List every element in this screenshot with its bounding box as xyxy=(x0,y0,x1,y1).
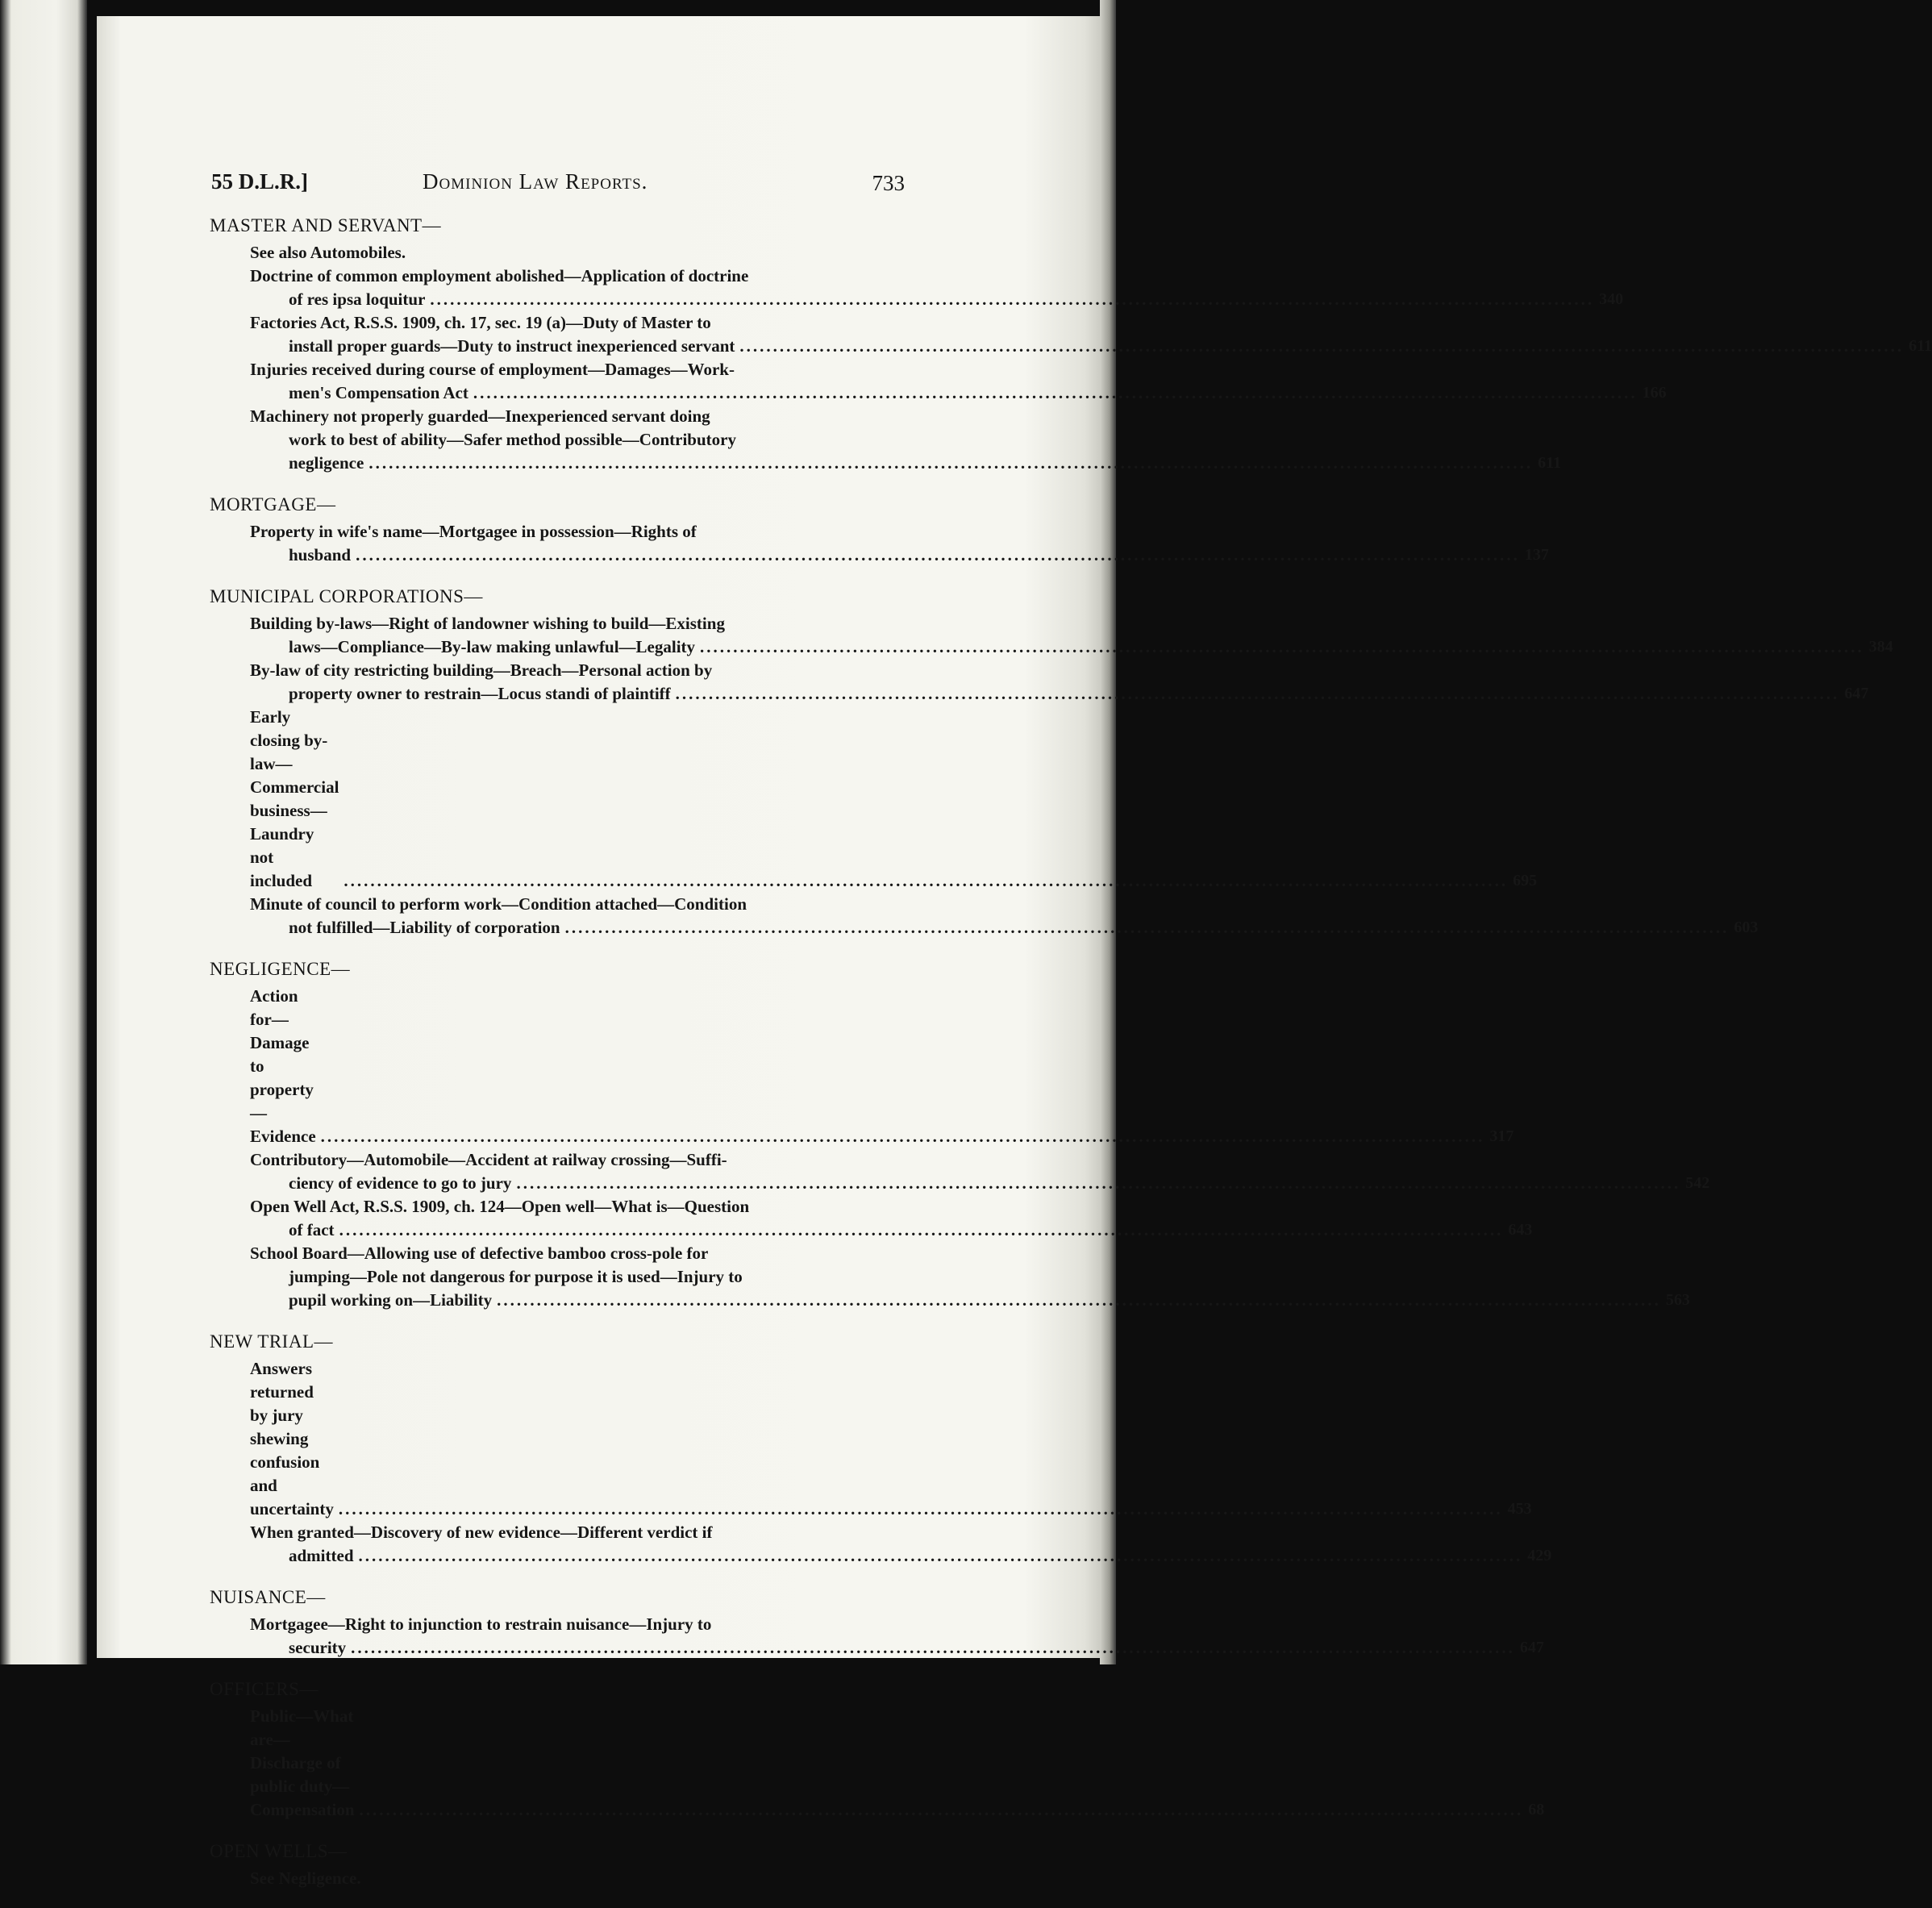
index-section xyxy=(185,585,1893,939)
dot-leader xyxy=(516,1172,1680,1195)
dot-leader xyxy=(497,1289,1661,1312)
section-heading: NEW TRIAL— xyxy=(210,1331,333,1352)
entry-page-number: 317 xyxy=(1489,1127,1514,1145)
volume-reference: 55 D.L.R.] xyxy=(211,169,308,194)
index-section xyxy=(185,493,1549,567)
entry-text-continued: of res ipsa loquitur xyxy=(289,290,426,309)
index-entry xyxy=(185,706,1538,893)
index-entry xyxy=(185,612,1893,659)
section-heading: NUISANCE— xyxy=(210,1587,326,1607)
dot-leader xyxy=(676,682,1840,706)
entry-text-continued: ciency of evidence to go to jury xyxy=(289,1173,512,1193)
dot-leader xyxy=(473,381,1638,405)
entry-page-number: 611 xyxy=(1909,337,1932,355)
cross-reference: See also Automobiles. xyxy=(250,243,406,262)
entry-page-number: 542 xyxy=(1685,1174,1710,1192)
index-entry xyxy=(185,1148,1710,1195)
entry-page-number: 603 xyxy=(1734,919,1759,936)
entry-text: By-law of city restricting building—Breach—Personal action by xyxy=(250,660,713,680)
index-entry xyxy=(185,1613,1544,1660)
entry-page-number: 647 xyxy=(1844,685,1869,702)
entry-text-continued: property owner to restrain—Locus standi of plaintiff xyxy=(289,684,671,703)
entry-page-number: 429 xyxy=(1527,1547,1552,1564)
entry-text: Building by-laws—Right of landowner wishing to build—Existing xyxy=(250,614,725,633)
dot-leader xyxy=(339,1219,1504,1242)
dot-leader xyxy=(430,288,1594,311)
dot-leader xyxy=(739,335,1904,358)
index-entry xyxy=(185,358,1667,405)
section-heading: MUNICIPAL CORPORATIONS— xyxy=(210,586,483,606)
entry-text: Minute of council to perform work—Condition attached—Condition xyxy=(250,894,747,914)
entry-page-number: 340 xyxy=(1599,290,1624,308)
dot-leader xyxy=(368,452,1533,475)
dot-leader xyxy=(339,1498,1503,1521)
entry-text: When granted—Discovery of new evidence—Different verdict if xyxy=(250,1523,713,1542)
entry-text: Property in wife's name—Mortgagee in possession—Rights of xyxy=(250,522,697,541)
entry-page-number: 68 xyxy=(1528,1801,1545,1818)
entry-text: Machinery not properly guarded—Inexperienced servant doing xyxy=(250,406,710,426)
dot-leader xyxy=(360,1798,1524,1822)
entry-page-number: 384 xyxy=(1868,638,1893,656)
entry-text-continued: husband xyxy=(289,545,352,564)
entry-text: Factories Act, R.S.S. 1909, ch. 17, sec. 19 (a)—Duty of Master to xyxy=(250,313,711,332)
section-heading: OFFICERS— xyxy=(210,1679,319,1699)
entry-text-continued: laws—Compliance—By-law making unlawful—Legality xyxy=(289,637,696,656)
index-entry xyxy=(185,1521,1552,1568)
entry-page-number: 453 xyxy=(1507,1500,1532,1518)
entry-text-continued: not fulfilled—Liability of corporation xyxy=(289,918,560,937)
index-entry xyxy=(185,1242,1690,1312)
entry-text-continued: admitted xyxy=(289,1546,354,1565)
index-section xyxy=(185,214,1932,475)
entry-text-continued: install proper guards—Duty to instruct inexperienced servant xyxy=(289,336,735,356)
index-section xyxy=(185,1839,895,1890)
entry-page-number: 137 xyxy=(1524,546,1549,564)
index-entry xyxy=(185,659,1869,706)
cross-reference: See Negligence. xyxy=(250,1868,361,1888)
entry-text: School Board—Allowing use of defective bamboo cross-pole for xyxy=(250,1244,709,1263)
entry-text-continued: jumping—Pole not dangerous for purpose it is used—Injury to xyxy=(289,1267,743,1286)
index-content xyxy=(185,214,1932,1908)
entry-text-continued: work to best of ability—Safer method possible—Contributory xyxy=(289,430,736,449)
entry-text: Doctrine of common employment abolished—Application of doctrine xyxy=(250,266,749,285)
facing-page-edge xyxy=(0,0,87,1664)
entry-text: Injuries received during course of employment—Damages—Work- xyxy=(250,360,735,379)
dot-leader xyxy=(344,869,1508,893)
entry-page-number: 647 xyxy=(1519,1639,1544,1656)
section-heading: MORTGAGE— xyxy=(210,494,336,514)
entry-text: Mortgagee—Right to injunction to restrain nuisance—Injury to xyxy=(250,1614,712,1634)
index-section xyxy=(185,957,1710,1312)
entry-text: Answers returned by jury shewing confusion and uncertainty xyxy=(250,1359,334,1518)
index-entry xyxy=(185,405,1561,475)
entry-text: Contributory—Automobile—Accident at railway crossing—Suffi- xyxy=(250,1150,727,1169)
entry-text-continued: negligence xyxy=(289,453,364,473)
index-section xyxy=(185,1330,1552,1568)
index-entry xyxy=(185,893,1759,939)
dot-leader xyxy=(700,635,1864,659)
section-heading: OPEN WELLS— xyxy=(210,1841,348,1861)
index-entry xyxy=(185,311,1932,358)
entry-text: Action for—Damage to property—Evidence xyxy=(250,986,316,1146)
running-title: Dominion Law Reports. xyxy=(423,169,648,194)
entry-page-number: 695 xyxy=(1513,872,1538,889)
index-entry xyxy=(185,520,1549,567)
dot-leader xyxy=(321,1125,1485,1148)
entry-text: Early closing by-law—Commercial business—Laundry not included xyxy=(250,707,339,890)
running-header xyxy=(211,169,905,202)
entry-text-continued: of fact xyxy=(289,1220,335,1239)
index-entry xyxy=(185,1357,1532,1521)
index-entry xyxy=(185,985,1514,1148)
entry-page-number: 166 xyxy=(1642,384,1667,402)
index-section xyxy=(185,1585,1544,1660)
entry-page-number: 643 xyxy=(1508,1221,1533,1239)
index-section xyxy=(185,1677,1545,1822)
dot-leader xyxy=(356,544,1520,567)
entry-page-number: 611 xyxy=(1538,454,1561,472)
section-heading: MASTER AND SERVANT— xyxy=(210,215,442,235)
entry-text: Open Well Act, R.S.S. 1909, ch. 124—Open well—What is—Question xyxy=(250,1197,750,1216)
entry-text-continued: men's Compensation Act xyxy=(289,383,468,402)
dot-leader xyxy=(359,1544,1523,1568)
entry-text: Public—What are—Discharge of public duty—Compensation xyxy=(250,1706,355,1819)
entry-text-continued: pupil working on—Liability xyxy=(289,1290,493,1310)
dot-leader xyxy=(351,1636,1515,1660)
entry-text-continued: security xyxy=(289,1638,347,1657)
section-heading: NEGLIGENCE— xyxy=(210,959,351,979)
index-entry xyxy=(185,1195,1533,1242)
entry-page-number: 563 xyxy=(1665,1291,1690,1309)
dot-leader xyxy=(565,916,1730,939)
index-entry xyxy=(185,1705,1545,1822)
index-entry xyxy=(185,265,1624,311)
page-number: 733 xyxy=(872,171,905,195)
